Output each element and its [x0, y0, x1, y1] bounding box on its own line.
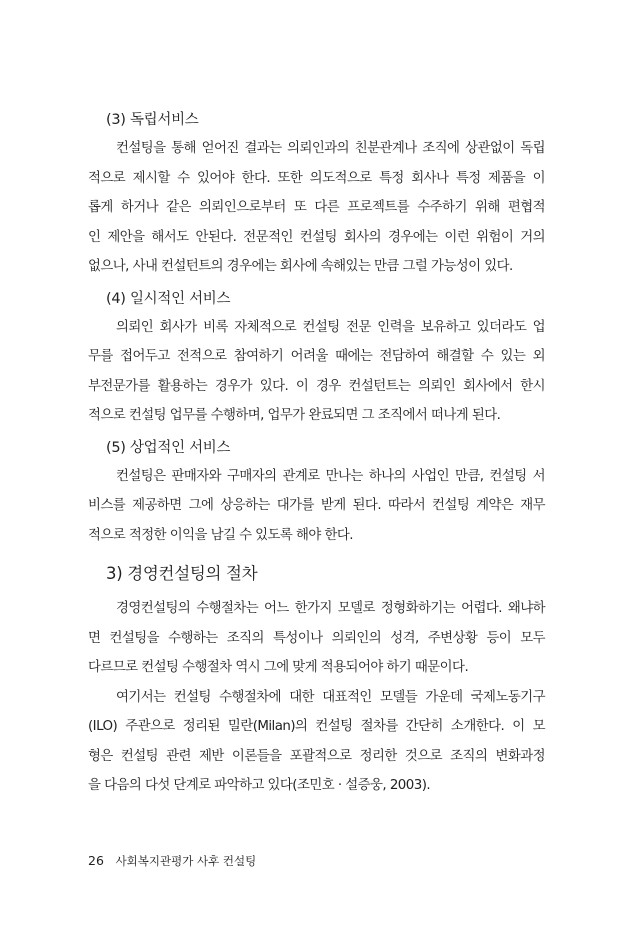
text-line: 무를 접어두고 전적으로 참여하기 어려울 때에는 전담하여 해결할 수 있는 외 — [88, 349, 545, 364]
body-paragraph — [88, 462, 545, 551]
subsection-heading: (5) 상업적인 서비스 — [106, 439, 231, 456]
text-line: (ILO) 주관으로 정리된 밀란(Milan)의 컨설팅 절차를 간단히 소개한다. 이 모 — [88, 719, 545, 734]
page-footer — [88, 853, 256, 869]
body-paragraph — [88, 594, 545, 683]
text-line: 비스를 제공하면 그에 상응하는 대가를 받게 된다. 따라서 컨설팅 계약은 재무 — [88, 498, 545, 513]
text-line: 다르므로 컨설팅 수행절차 역시 그에 맞게 적용되어야 하기 때문이다. — [88, 660, 469, 675]
page-body — [88, 108, 545, 801]
text-line: 롭게 하거나 같은 의뢰인으로부터 또 다른 프로젝트를 수주하기 위해 편협적 — [88, 200, 545, 215]
text-line: 면 컨설팅을 수행하는 조직의 특성이나 의뢰인의 성격, 주변상황 등이 모두 — [88, 630, 545, 646]
subsection-heading: (3) 독립서비스 — [106, 112, 199, 128]
text-line: 적으로 제시할 수 있어야 한다. 또한 의도적으로 특정 회사나 특정 제품을 이 — [88, 170, 545, 186]
text-line: 의뢰인 회사가 비록 자체적으로 컨설팅 전문 인력을 보유하고 있더라도 업 — [116, 319, 545, 335]
text-line: 경영컨설팅의 수행절차는 어느 한가지 모델로 정형화하기는 어렵다. 왜냐하 — [116, 601, 545, 616]
text-line: 형은 컨설팅 관련 제반 이론들을 포괄적으로 정리한 것으로 조직의 변화과정 — [88, 748, 545, 764]
text-line: 적으로 컨설팅 업무를 수행하며, 업무가 완료되면 그 조직에서 떠나게 된다. — [88, 408, 501, 423]
text-line: 부전문가를 활용하는 경우가 있다. 이 경우 컨설턴트는 의뢰인 회사에서 한시 — [88, 378, 545, 394]
text-line: 을 다음의 다섯 단계로 파악하고 있다(조민호 · 설증웅, 2003). — [88, 778, 431, 793]
body-paragraph — [88, 313, 545, 431]
body-paragraph — [88, 683, 545, 801]
text-line: 적으로 적정한 이익을 남길 수 있도록 해야 한다. — [88, 527, 353, 543]
text-line: 컨설팅은 판매자와 구매자의 관계로 만나는 하나의 사업인 만큼, 컨설팅 서 — [116, 468, 545, 484]
text-line: 컨설팅을 통해 얻어진 결과는 의뢰인과의 친분관계나 조직에 상관없이 독립 — [116, 141, 545, 156]
subsection-heading: (4) 일시적인 서비스 — [106, 290, 231, 307]
body-paragraph — [88, 134, 545, 282]
text-line: 인 제안을 해서도 안된다. 전문적인 컨설팅 회사의 경우에는 이런 위험이 거의 — [88, 229, 545, 245]
text-line: 없으나, 사내 컨설턴트의 경우에는 회사에 속해있는 만큼 그럴 가능성이 있다. — [88, 259, 513, 274]
page-number: 26 — [88, 853, 104, 868]
text-line: 여기서는 컨설팅 수행절차에 대한 대표적인 모델들 가운데 국제노동기구 — [116, 689, 545, 705]
section-heading: 3) 경영컨설팅의 절차 — [106, 564, 258, 583]
running-title: 사회복지관평가 사후 컨설팅 — [115, 854, 257, 868]
